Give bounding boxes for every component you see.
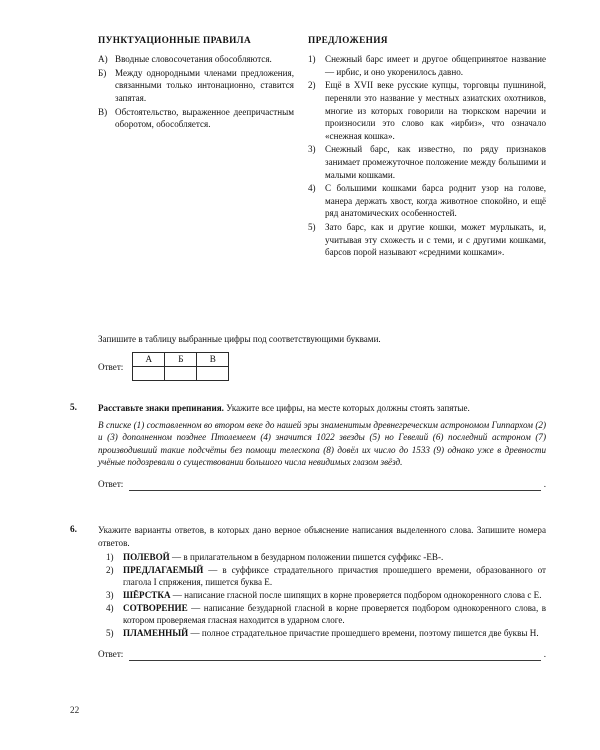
task-5-body (98, 402, 546, 491)
option-word-5: ПЛАМЕННЫЙ (123, 627, 189, 638)
option-text-3 (123, 589, 546, 602)
table-header-v: В (197, 353, 229, 367)
rule-marker-b: Б) (98, 67, 107, 78)
task-5-answer-label: Ответ: (98, 478, 124, 489)
sentence-text-1: Снежный барс имеет и другое общепринятое название — ирбис, и оно укоренилось давно. (325, 54, 546, 77)
sentence-marker-2: 2) (308, 80, 316, 91)
punctuation-rules-list (98, 53, 294, 131)
task-6-answer-input[interactable] (129, 651, 540, 661)
task-6-options (98, 551, 546, 639)
punctuation-rules-heading: ПУНКТУАЦИОННЫЕ ПРАВИЛА (98, 36, 252, 46)
punctuation-rules-column (98, 36, 294, 260)
option-marker-4: 4) (106, 602, 114, 613)
rule-marker-v: В) (98, 106, 108, 117)
table-cell-b[interactable] (165, 367, 197, 381)
option-word-3: ШЁРСТКА (123, 589, 171, 600)
task-5-answer-terminator: . (543, 478, 546, 489)
rule-text-a: Вводные словосочетания обособляются. (115, 54, 272, 65)
sentence-text-3: Снежный барс, как известно, по ряду признаков занимает промежуточное положение между большими и малыми кошками. (325, 144, 546, 180)
option-marker-1: 1) (106, 552, 114, 563)
option-text-5 (123, 627, 546, 640)
matching-task-columns (98, 36, 546, 260)
rule-text-b: Между однородными членами предложения, связанными только интонационно, ставится запятая. (115, 67, 294, 103)
option-explanation-5: полное страдательное причастие прошедшего времени, поэтому пишется две буквы Н. (201, 627, 539, 638)
list-item (308, 143, 546, 181)
sentence-text-2: Ещё в XVII веке русские купцы, торговцы пушниной, переняли это название у местных азиатских охотников, многие из которых говорили на тюркском наречии и произносили это слово как «ирбиз», что означало «снежная кошка». (325, 80, 546, 141)
task-5-prompt-rest: Укажите все цифры, на месте которых должны стоять запятые. (223, 403, 470, 413)
task-6 (70, 524, 546, 661)
task-6-body (98, 524, 546, 661)
task-5-answer-input[interactable] (129, 481, 540, 491)
list-item[interactable] (98, 589, 546, 602)
option-dash-3: — (170, 589, 185, 600)
task-5 (70, 402, 546, 491)
option-explanation-1: в прилагательном в безударном положении пишется суффикс -ЕВ-. (183, 552, 444, 563)
sentence-marker-3: 3) (308, 144, 316, 155)
table-header-a: А (133, 353, 165, 367)
list-item[interactable] (98, 564, 546, 589)
task-6-answer-line[interactable] (98, 648, 546, 661)
list-item (308, 79, 546, 142)
task-6-answer-label: Ответ: (98, 649, 124, 660)
answer-table[interactable] (132, 352, 229, 381)
task4-answer-label: Ответ: (98, 361, 124, 372)
option-dash-4: — (187, 602, 204, 613)
option-dash-5: — (188, 627, 202, 638)
sentences-column (308, 36, 546, 260)
list-item[interactable] (98, 627, 546, 640)
sentence-marker-1: 1) (308, 54, 316, 65)
table-row-headers (133, 353, 229, 367)
sentence-text-5: Зато барс, как и другие кошки, может мурлыкать, и, учитывая эту схожесть и с теми, и с другими кошками, барсов порой называют «средними кошками». (325, 221, 546, 258)
option-marker-3: 3) (106, 589, 114, 600)
option-text-4 (123, 602, 546, 627)
list-item (98, 67, 294, 105)
sentence-marker-4: 4) (308, 183, 316, 194)
task-6-number: 6. (70, 525, 77, 535)
option-word-4: СОТВОРЕНИЕ (123, 602, 188, 613)
table-fill-instruction: Запишите в таблицу выбранные цифры под соответствующими буквами. (98, 334, 381, 344)
sentence-text-4: С большими кошками барса роднит узор на голове, манера держать хвост, когда животное спокойно, и ещё ряд анатомических особенностей. (325, 183, 546, 219)
sentences-list (308, 53, 546, 259)
option-explanation-2: в суффиксе страдательного причастия прошедшего времени, образованного от глагола I спряжения, пишется буква Е. (123, 564, 546, 588)
option-dash-2: — (203, 564, 223, 575)
option-explanation-4: написание безударной гласной в корне проверяется подбором однокоренного слова, в котором проверяемая гласная находится в ударном слоге. (123, 602, 546, 626)
list-item[interactable] (98, 551, 546, 564)
list-item[interactable] (98, 602, 546, 627)
rule-text-v: Обстоятельство, выраженное деепричастным оборотом, обособляется. (115, 106, 294, 130)
list-item (98, 53, 294, 66)
option-word-1: ПОЛЕВОЙ (123, 552, 170, 563)
list-item (98, 106, 294, 131)
option-marker-2: 2) (106, 564, 114, 575)
task-6-answer-terminator: . (543, 649, 546, 660)
task-6-prompt: Укажите варианты ответов, в которых дано верное объяснение написания выделенного слова. Запишите номера ответов. (98, 525, 546, 548)
table-row-values[interactable] (133, 367, 229, 381)
list-item (308, 182, 546, 220)
option-dash-1: — (169, 552, 184, 563)
task4-answer-area (98, 352, 229, 381)
table-cell-a[interactable] (133, 367, 165, 381)
page-number: 22 (70, 706, 80, 716)
task-5-prompt-bold: Расставьте знаки препинания. (98, 403, 224, 413)
list-item (308, 221, 546, 259)
option-word-2: ПРЕДЛАГАЕМЫЙ (123, 564, 204, 575)
option-marker-5: 5) (106, 627, 114, 638)
table-cell-v[interactable] (197, 367, 229, 381)
task-5-prompt (98, 402, 546, 415)
task-5-number: 5. (70, 403, 77, 413)
option-explanation-3: написание гласной после шипящих в корне проверяется подбором однокоренного слова с Е. (184, 589, 542, 600)
task-5-sentence: В списке (1) составленном во втором веке до нашей эры знаменитым древнегреческим астрономом Гиппархом (2) и (3) дополненном позднее Птолемеем (4) значится 1022 звезды (5) но Гевелий (6) последний астроном (7) производивший такие подсчёты без помощи телескопа (8) довёл их число до 1533 (9) однако уже в древности учёные подозревали о существовании большого числа невидимых глазом звёзд. (98, 419, 546, 468)
list-item (308, 53, 546, 78)
sentence-marker-5: 5) (308, 221, 316, 232)
rule-marker-a: А) (98, 54, 108, 65)
table-header-b: Б (165, 353, 197, 367)
option-text-2 (123, 564, 546, 589)
sentences-heading: ПРЕДЛОЖЕНИЯ (308, 36, 388, 46)
option-text-1 (123, 551, 546, 564)
task-5-answer-line[interactable] (98, 478, 546, 491)
